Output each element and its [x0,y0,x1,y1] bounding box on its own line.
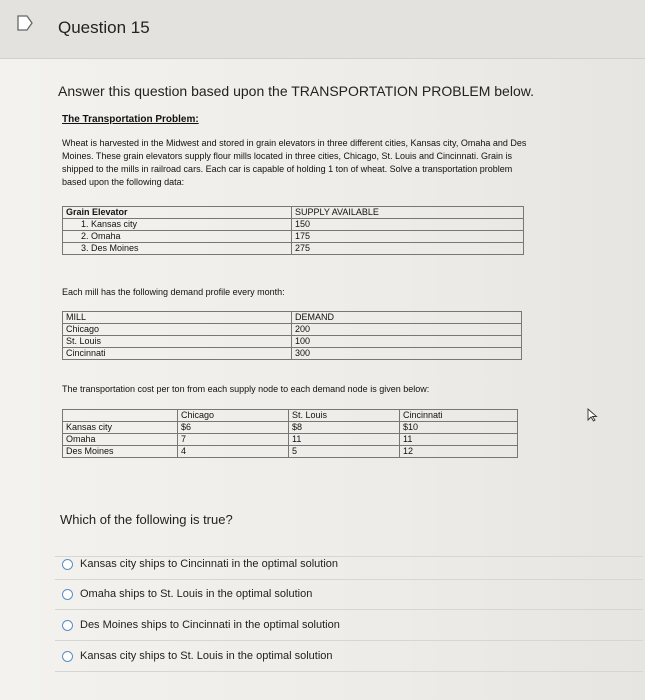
option-2[interactable] [62,588,312,600]
cost-cell: $6 [178,422,289,434]
option-3[interactable] [62,619,340,631]
cost-cell: $10 [400,422,518,434]
option-1[interactable] [62,558,338,570]
option-divider [55,671,643,672]
demand-cell-name: St. Louis [63,336,292,348]
supply-table [62,206,524,255]
table-row [63,446,518,458]
problem-heading: The Transportation Problem: [62,114,199,125]
demand-cell-value: 200 [292,324,522,336]
option-divider [55,579,643,580]
option-label: Kansas city ships to Cincinnati in the optimal solution [80,558,339,570]
supply-cell-value: 150 [292,219,524,231]
table-row [63,312,522,324]
cost-cell: 11 [289,434,400,446]
option-label: Des Moines ships to Cincinnati in the optimal solution [80,619,340,631]
question-header [0,0,645,59]
supply-header-available: SUPPLY AVAILABLE [292,207,524,219]
table-row [63,207,524,219]
supply-cell-value: 175 [292,231,524,243]
cost-cell: 5 [289,446,400,458]
cost-cell: $8 [289,422,400,434]
supply-cell-name: 2. Omaha [63,231,292,243]
demand-cell-value: 100 [292,336,522,348]
demand-header-mill: MILL [63,312,292,324]
radio-button[interactable] [62,589,73,600]
radio-button[interactable] [62,651,73,662]
cost-header-blank [63,410,178,422]
cost-header-stlouis: St. Louis [289,410,400,422]
demand-header-demand: DEMAND [292,312,522,324]
cost-lead: The transportation cost per ton from each supply node to each demand node is given below: [62,384,430,394]
demand-cell-value: 300 [292,348,522,360]
demand-lead: Each mill has the following demand profile every month: [62,287,285,297]
cost-cell-name: Omaha [63,434,178,446]
problem-paragraph: Wheat is harvested in the Midwest and stored in grain elevators in three different cities, Kansas city, Omaha and Des Moines. These grain elevators supply flour mills located in three cities, Chicago, St. Louis and Cincinnati. Grain is shipped to the mills in railroad cars. Each car is capable of holding 1 ton of wheat. Solve a transportation problem based upon the following data: [62,138,527,187]
demand-table [62,311,522,360]
radio-button[interactable] [62,559,73,570]
cost-header-cincinnati: Cincinnati [400,410,518,422]
option-divider [55,556,643,557]
supply-cell-value: 275 [292,243,524,255]
table-row [63,422,518,434]
table-row [63,324,522,336]
question-lead: Answer this question based upon the TRANSPORTATION PROBLEM below. [58,83,534,99]
cost-cell-name: Kansas city [63,422,178,434]
radio-button[interactable] [62,620,73,631]
demand-cell-name: Chicago [63,324,292,336]
option-divider [55,609,643,610]
table-row [63,219,524,231]
table-row [63,434,518,446]
question-prompt: Which of the following is true? [60,512,233,527]
table-row [63,410,518,422]
supply-cell-name: 3. Des Moines [63,243,292,255]
option-label: Kansas city ships to St. Louis in the optimal solution [80,650,333,662]
table-row [63,231,524,243]
question-title: Question 15 [58,18,150,37]
option-4[interactable] [62,650,333,662]
cost-cell: 7 [178,434,289,446]
supply-header-elevator: Grain Elevator [63,207,292,219]
cost-cell: 12 [400,446,518,458]
cursor-icon [586,408,600,422]
cost-cell: 4 [178,446,289,458]
cost-cell: 11 [400,434,518,446]
flag-icon[interactable] [16,14,34,32]
demand-cell-name: Cincinnati [63,348,292,360]
table-row [63,243,524,255]
cost-cell-name: Des Moines [63,446,178,458]
option-label: Omaha ships to St. Louis in the optimal solution [80,588,313,600]
option-divider [55,640,643,641]
cost-header-chicago: Chicago [178,410,289,422]
cost-table [62,409,518,458]
table-row [63,336,522,348]
supply-cell-name: 1. Kansas city [63,219,292,231]
table-row [63,348,522,360]
